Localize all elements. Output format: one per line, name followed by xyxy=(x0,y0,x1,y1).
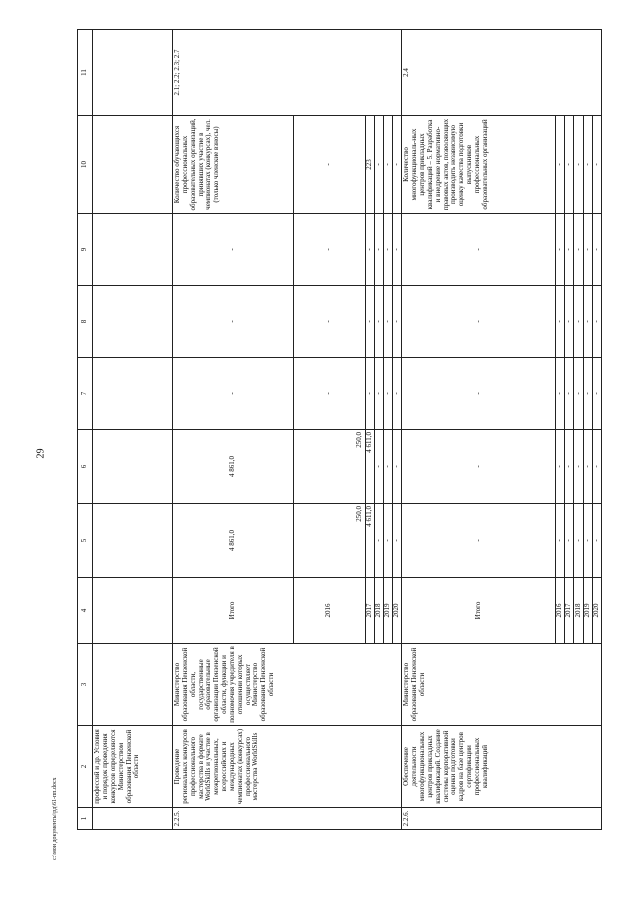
cell-c10: - xyxy=(565,116,574,214)
cell-c10: - xyxy=(293,116,365,214)
cell-c8: - xyxy=(365,286,374,358)
cell-c6: 4 861,0 xyxy=(173,430,294,504)
year: 2019 xyxy=(583,578,592,644)
cell-c8: - xyxy=(393,286,402,358)
col-number: 8 xyxy=(78,286,93,358)
cell-c5: - xyxy=(555,504,564,578)
cell-c6: - xyxy=(574,430,583,504)
cell-c5: - xyxy=(402,504,556,578)
cell-c5: 250,0 xyxy=(293,504,365,578)
file-path-footer: c:\мои документы\рд\61-пп.docx xyxy=(52,777,58,860)
cell-c7: - xyxy=(574,358,583,430)
col-number: 3 xyxy=(78,644,93,726)
cell-c7: - xyxy=(555,358,564,430)
total-label: Итого xyxy=(402,578,556,644)
cell-c10: - xyxy=(592,116,601,214)
cell-c5: - xyxy=(383,504,392,578)
year: 2017 xyxy=(565,578,574,644)
cell-c9: - xyxy=(173,214,294,286)
cell-c10: - xyxy=(374,116,383,214)
cell-c10: 223 xyxy=(365,116,374,214)
year: 2016 xyxy=(293,578,365,644)
col-number: 1 xyxy=(78,808,93,830)
cell-c6: 250,0 xyxy=(293,430,365,504)
cell-c7: - xyxy=(565,358,574,430)
cell-c7: - xyxy=(383,358,392,430)
year: 2017 xyxy=(365,578,374,644)
program-table-sheet xyxy=(77,30,602,830)
year: 2020 xyxy=(393,578,402,644)
col-number: 7 xyxy=(78,358,93,430)
indicator-text: Количество обучающихся профессиональных образовательных организаций, принявших участие в чемпионатах (конкурсах), чел. (только членские взносы) xyxy=(173,116,294,214)
cell-c6: - xyxy=(583,430,592,504)
cell-c6: - xyxy=(393,430,402,504)
year: 2018 xyxy=(574,578,583,644)
cell-c7: - xyxy=(583,358,592,430)
col-number: 6 xyxy=(78,430,93,504)
cell-c8: - xyxy=(555,286,564,358)
cell-c10: - xyxy=(555,116,564,214)
cell-c8: - xyxy=(383,286,392,358)
cell-c7: - xyxy=(393,358,402,430)
item-number: 2.2.5. xyxy=(173,808,402,830)
cell-c9: - xyxy=(565,214,574,286)
cell-c7: - xyxy=(173,358,294,430)
cell-c5: - xyxy=(583,504,592,578)
cell-c9: - xyxy=(365,214,374,286)
cell-c5: - xyxy=(565,504,574,578)
cell-c6: - xyxy=(592,430,601,504)
cell-c6: - xyxy=(374,430,383,504)
cell-c5: - xyxy=(592,504,601,578)
continuation-text: профессий и др. Условия и порядок проведения конкурсов определяются Министерством образования Пензенской области xyxy=(93,726,173,808)
cell-c10: - xyxy=(574,116,583,214)
cell-c9: - xyxy=(574,214,583,286)
indicator-text: Количество многофункциональ-ных центров прикладных квалификаций – 5. Разработка и внедрение нормативно-правовых актов, позволяющих производить независимую оценку качества подготовки выпускников профессиональных образовательных организаций xyxy=(402,116,556,214)
item-executor: Министерство образования Пензенской области xyxy=(402,644,602,726)
cell-c10: - xyxy=(583,116,592,214)
item-executor: Министерство образования Пензенской области, государственные образовательные организации Пензенской области, функции и полномочия учредителя в отношении которых осуществляет Министерство образования Пензенской области xyxy=(173,644,402,726)
cell-c10: - xyxy=(393,116,402,214)
cell-c5: 4 861,0 xyxy=(173,504,294,578)
column-numbers-row xyxy=(78,30,93,830)
cell-c9: - xyxy=(374,214,383,286)
cell-c8: - xyxy=(565,286,574,358)
cell-c8: - xyxy=(293,286,365,358)
cell-c5: - xyxy=(574,504,583,578)
col-number: 2 xyxy=(78,726,93,808)
cell-c8: - xyxy=(374,286,383,358)
cell-c10: - xyxy=(383,116,392,214)
total-label: Итого xyxy=(173,578,294,644)
row-2-2-6-total xyxy=(402,30,556,830)
cell-c7: - xyxy=(293,358,365,430)
cell-c8: - xyxy=(402,286,556,358)
year: 2016 xyxy=(555,578,564,644)
year: 2019 xyxy=(383,578,392,644)
cell-c9: - xyxy=(583,214,592,286)
item-number: 2.2.6. xyxy=(402,808,602,830)
col-number: 5 xyxy=(78,504,93,578)
item-title: Проведение региональных конкурсов профессионального мастерства в формате WorldSkills и участие в межрегиональных, всероссийских и международных чемпионатах (конкурсах) профессионального мастерства WorldSkills xyxy=(173,726,402,808)
cell-c6: - xyxy=(402,430,556,504)
continuation-row xyxy=(93,30,173,830)
cell-c6: 4 611,0 xyxy=(365,430,374,504)
goal-refs: 2.4 xyxy=(402,30,602,116)
row-2-2-5-total xyxy=(173,30,294,830)
goal-refs: 2.1; 2.2; 2.3; 2.7 xyxy=(173,30,402,116)
col-number: 11 xyxy=(78,30,93,116)
program-table xyxy=(77,29,602,830)
cell-c7: - xyxy=(374,358,383,430)
cell-c6: - xyxy=(565,430,574,504)
cell-c9: - xyxy=(592,214,601,286)
cell-c9: - xyxy=(293,214,365,286)
cell-c9: - xyxy=(555,214,564,286)
item-title: Обеспечение деятельности многофункциональных центров прикладных квалификаций. Создание системы корпоративной оценки подготовки кадров на базе центров сертификации профессиональных квалификаций xyxy=(402,726,602,808)
col-number: 10 xyxy=(78,116,93,214)
year: 2018 xyxy=(374,578,383,644)
cell-c7: - xyxy=(402,358,556,430)
cell-c7: - xyxy=(365,358,374,430)
cell-c5: - xyxy=(374,504,383,578)
cell-c9: - xyxy=(393,214,402,286)
cell-c9: - xyxy=(402,214,556,286)
col-number: 9 xyxy=(78,214,93,286)
cell-c6: - xyxy=(555,430,564,504)
cell-c5: - xyxy=(393,504,402,578)
cell-c6: - xyxy=(383,430,392,504)
cell-c9: - xyxy=(383,214,392,286)
cell-c8: - xyxy=(583,286,592,358)
cell-c7: - xyxy=(592,358,601,430)
cell-c8: - xyxy=(574,286,583,358)
year: 2020 xyxy=(592,578,601,644)
cell-c8: - xyxy=(592,286,601,358)
cell-c8: - xyxy=(173,286,294,358)
col-number: 4 xyxy=(78,578,93,644)
page-number: 29 xyxy=(35,448,47,459)
cell-c5: 4 611,0 xyxy=(365,504,374,578)
